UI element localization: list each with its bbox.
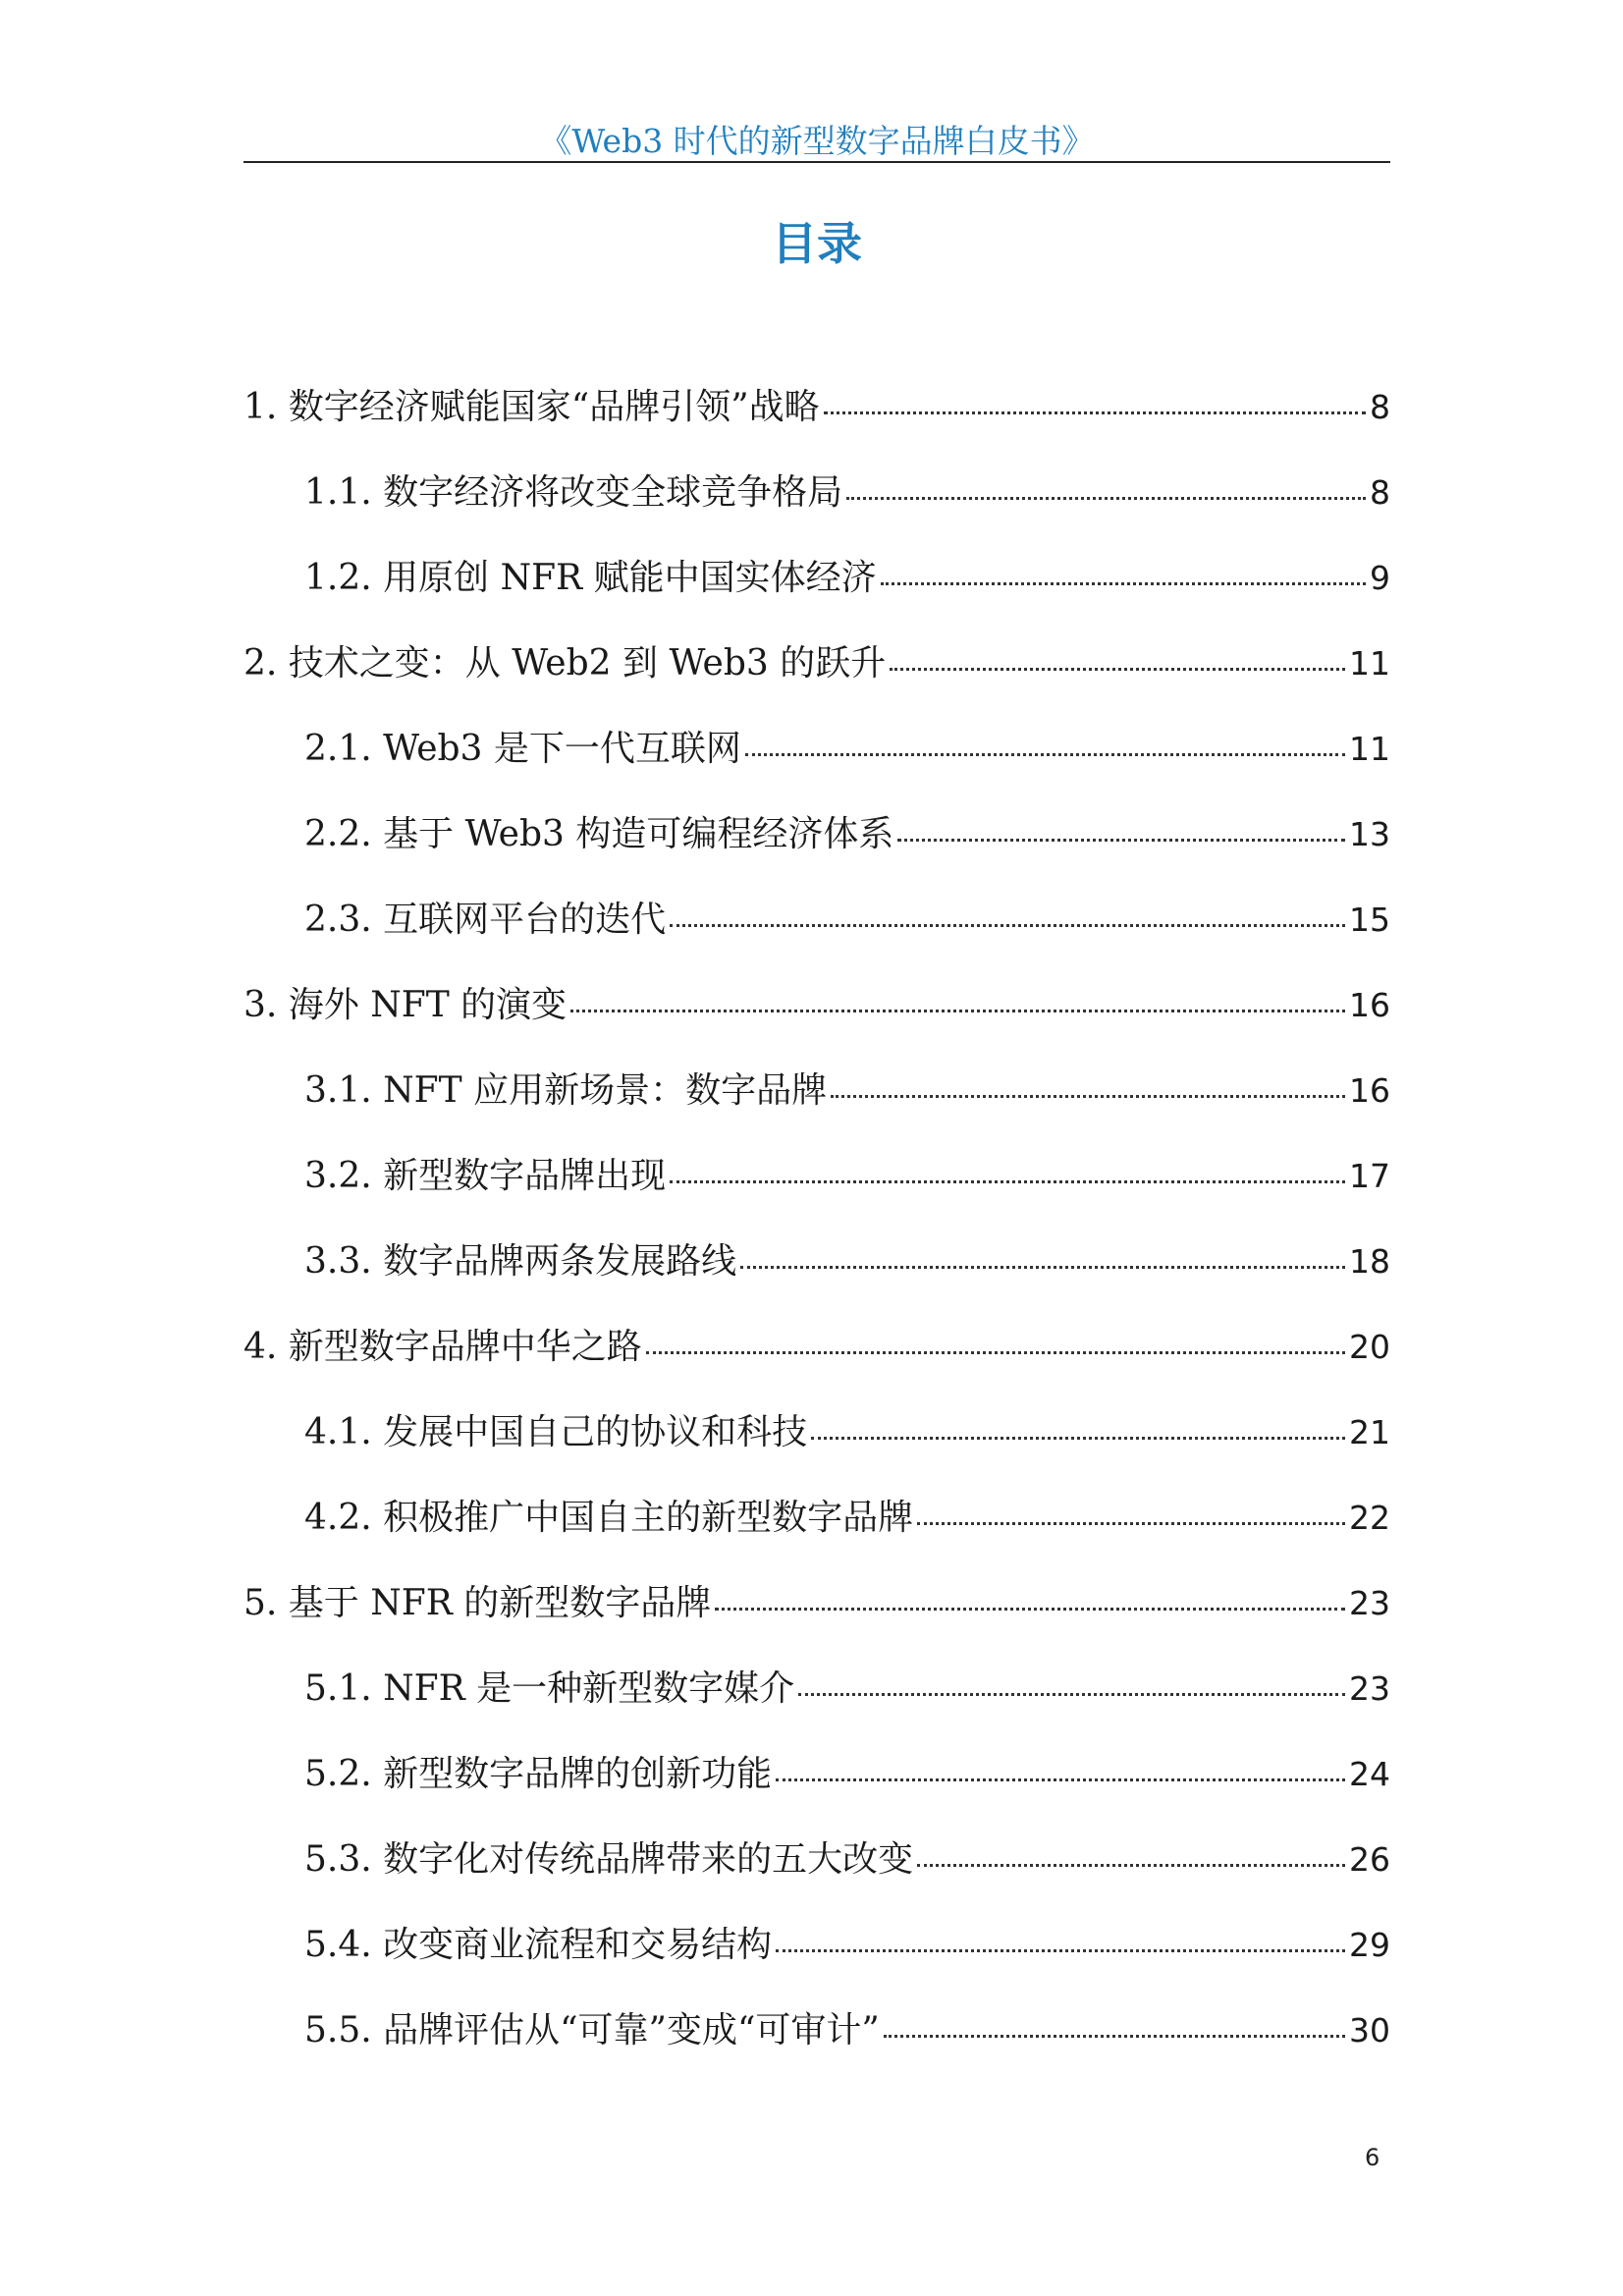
toc-entry[interactable] (243, 2002, 1390, 2088)
dot-leader (824, 411, 1366, 414)
toc-entry-page: 21 (1349, 1413, 1390, 1451)
toc-entry-page: 29 (1349, 1926, 1390, 1964)
dot-leader (831, 1095, 1345, 1098)
toc-entry-title: 2.1. Web3 是下一代互联网 (304, 729, 741, 769)
toc-entry-title: 2.2. 基于 Web3 构造可编程经济体系 (304, 814, 894, 854)
toc-entry-title: 4.2. 积极推广中国自主的新型数字品牌 (304, 1498, 914, 1538)
toc-entry-title: 2. 技术之变：从 Web2 到 Web3 的跃升 (243, 643, 887, 683)
page-number: 6 (1365, 2144, 1380, 2171)
toc-entry-title: 3.1. NFT 应用新场景：数字品牌 (304, 1070, 828, 1111)
running-header: 《Web3 时代的新型数字品牌白皮书》 (539, 122, 1095, 160)
toc-entry-title: 1.1. 数字经济将改变全球竞争格局 (304, 472, 843, 513)
toc-entry-title: 3. 海外 NFT 的演变 (243, 985, 568, 1025)
toc-entry-page: 23 (1349, 1584, 1390, 1622)
toc-entry-page: 15 (1349, 901, 1390, 939)
toc-entry[interactable] (243, 1661, 1390, 1746)
toc-entry[interactable] (243, 721, 1390, 806)
toc-entry[interactable] (243, 1233, 1390, 1319)
toc-entry-page: 11 (1349, 644, 1390, 683)
dot-leader (897, 839, 1345, 842)
dot-leader (798, 1693, 1345, 1696)
dot-leader (881, 582, 1366, 585)
dot-leader (776, 1778, 1345, 1781)
toc-entry[interactable] (243, 1148, 1390, 1233)
dot-leader (846, 497, 1366, 500)
dot-leader (670, 1180, 1345, 1183)
toc-entry[interactable] (243, 1490, 1390, 1575)
dot-leader (917, 1522, 1345, 1525)
toc-entry-page: 17 (1349, 1157, 1390, 1195)
toc-entry[interactable] (243, 1746, 1390, 1831)
toc-entry-page: 23 (1349, 1669, 1390, 1708)
toc-entry[interactable] (243, 977, 1390, 1063)
toc-entry[interactable] (243, 806, 1390, 892)
dot-leader (670, 924, 1345, 927)
toc-entry-page: 9 (1370, 559, 1390, 597)
toc-entry-page: 8 (1370, 473, 1390, 512)
toc-entry-title: 5.2. 新型数字品牌的创新功能 (304, 1754, 773, 1794)
toc-entry-title: 5.4. 改变商业流程和交易结构 (304, 1925, 773, 1965)
toc-entry-page: 24 (1349, 1755, 1390, 1793)
toc-entry-title: 3.2. 新型数字品牌出现 (304, 1156, 667, 1196)
toc-entry-title: 1. 数字经济赋能国家“品牌引领”战略 (243, 387, 820, 427)
dot-leader (646, 1351, 1345, 1354)
toc-entry-page: 26 (1349, 1840, 1390, 1879)
toc-entry[interactable] (243, 465, 1390, 550)
toc-entry[interactable] (243, 635, 1390, 721)
dot-leader (745, 753, 1345, 756)
dot-leader (715, 1608, 1345, 1611)
toc-entry[interactable] (243, 1319, 1390, 1404)
toc-entry-page: 16 (1349, 1071, 1390, 1110)
table-of-contents (243, 379, 1390, 2088)
dot-leader (890, 668, 1345, 671)
toc-entry[interactable] (243, 379, 1390, 465)
toc-entry-page: 8 (1370, 388, 1390, 426)
toc-entry-title: 2.3. 互联网平台的迭代 (304, 900, 667, 940)
toc-entry[interactable] (243, 1575, 1390, 1661)
toc-entry[interactable] (243, 1063, 1390, 1148)
toc-entry-page: 16 (1349, 986, 1390, 1024)
toc-entry[interactable] (243, 1831, 1390, 1917)
toc-entry-page: 30 (1349, 2011, 1390, 2050)
dot-leader (740, 1266, 1345, 1269)
toc-entry-page: 11 (1349, 730, 1390, 768)
toc-entry[interactable] (243, 1917, 1390, 2002)
toc-entry-title: 3.3. 数字品牌两条发展路线 (304, 1241, 737, 1282)
dot-leader (570, 1010, 1345, 1012)
toc-entry-page: 18 (1349, 1242, 1390, 1281)
toc-entry[interactable] (243, 1404, 1390, 1490)
dot-leader (811, 1437, 1345, 1440)
dot-leader (776, 1949, 1345, 1952)
toc-entry-title: 4.1. 发展中国自己的协议和科技 (304, 1412, 808, 1452)
header-divider (243, 161, 1390, 163)
toc-entry-title: 5.5. 品牌评估从“可靠”变成“可审计” (304, 2010, 880, 2050)
toc-entry-title: 5.1. NFR 是一种新型数字媒介 (304, 1668, 795, 1709)
toc-entry-title: 4. 新型数字品牌中华之路 (243, 1327, 642, 1367)
toc-title: 目录 (772, 217, 862, 270)
toc-entry-title: 5. 基于 NFR 的新型数字品牌 (243, 1583, 712, 1623)
toc-entry-title: 5.3. 数字化对传统品牌带来的五大改变 (304, 1839, 914, 1880)
dot-leader (917, 1864, 1345, 1867)
toc-entry-title: 1.2. 用原创 NFR 赋能中国实体经济 (304, 558, 877, 598)
dot-leader (884, 2035, 1345, 2038)
toc-entry-page: 22 (1349, 1499, 1390, 1537)
toc-entry-page: 13 (1349, 815, 1390, 853)
toc-entry[interactable] (243, 892, 1390, 977)
toc-entry-page: 20 (1349, 1328, 1390, 1366)
toc-entry[interactable] (243, 550, 1390, 635)
